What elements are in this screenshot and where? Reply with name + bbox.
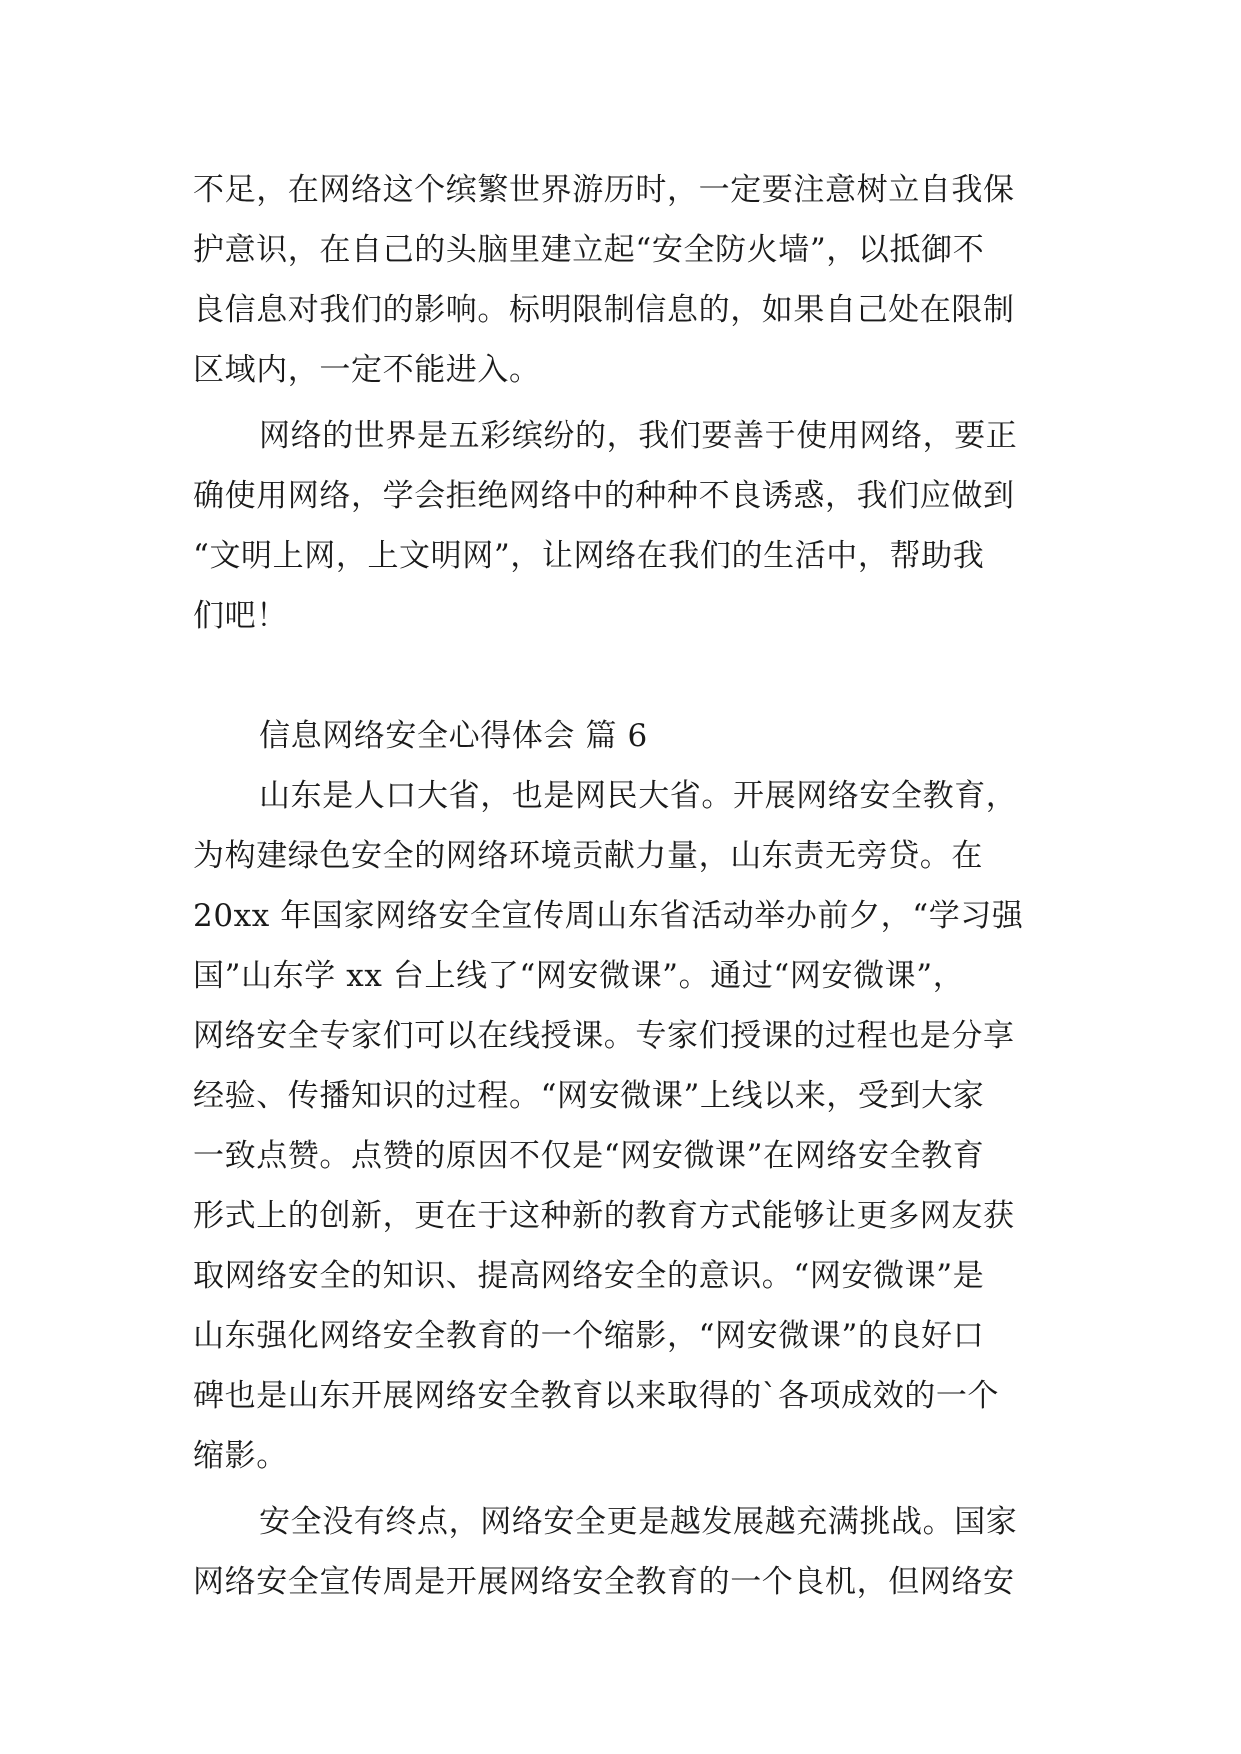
- text-line: 国”山东学 xx 台上线了“网安微课”。通过“网安微课”，: [193, 958, 965, 994]
- text-line: 为构建绿色安全的网络环境贡献力量，山东责无旁贷。在: [193, 838, 983, 874]
- paragraph-2: [193, 406, 1053, 646]
- paragraph-3: [193, 766, 1053, 1486]
- text-line: 山东是人口大省，也是网民大省。开展网络安全教育，: [259, 778, 1018, 814]
- text-line: 网络的世界是五彩缤纷的，我们要善于使用网络，要正: [259, 418, 1018, 454]
- text-line: 确使用网络，学会拒绝网络中的种种不良诱惑，我们应做到: [193, 478, 1015, 514]
- section-heading: 信息网络安全心得体会 篇 6: [259, 718, 648, 754]
- text-line: 网络安全宣传周是开展网络安全教育的一个良机，但网络安: [193, 1564, 1015, 1600]
- text-line: 山东强化网络安全教育的一个缩影，“网安微课”的良好口: [193, 1318, 985, 1354]
- text-line: 良信息对我们的影响。标明限制信息的，如果自己处在限制: [193, 292, 1015, 328]
- text-line: 20xx 年国家网络安全宣传周山东省活动举办前夕，“学习强: [193, 898, 1024, 934]
- text-line: 取网络安全的知识、提高网络安全的意识。“网安微课”是: [193, 1258, 985, 1294]
- text-line: 区域内，一定不能进入。: [193, 352, 541, 388]
- paragraph-1: [193, 160, 1053, 400]
- text-line: “文明上网，上文明网”，让网络在我们的生活中，帮助我: [193, 538, 985, 574]
- text-line: 碑也是山东开展网络安全教育以来取得的`各项成效的一个: [193, 1378, 1000, 1414]
- text-line: 经验、传播知识的过程。“网安微课”上线以来，受到大家: [193, 1078, 985, 1114]
- text-line: 网络安全专家们可以在线授课。专家们授课的过程也是分享: [193, 1018, 1015, 1054]
- text-line: 缩影。: [193, 1438, 288, 1474]
- document-page: [193, 160, 1053, 1612]
- text-line: 安全没有终点，网络安全更是越发展越充满挑战。国家: [259, 1504, 1018, 1540]
- text-line: 护意识，在自己的头脑里建立起“安全防火墙”，以抵御不: [193, 232, 985, 268]
- paragraph-4: [193, 1492, 1053, 1612]
- text-line: 们吧！: [193, 598, 288, 634]
- text-line: 不足，在网络这个缤繁世界游历时，一定要注意树立自我保: [193, 172, 1015, 208]
- text-line: 一致点赞。点赞的原因不仅是“网安微课”在网络安全教育: [193, 1138, 985, 1174]
- section-spacer: [193, 646, 1053, 706]
- text-line: 形式上的创新，更在于这种新的教育方式能够让更多网友获: [193, 1198, 1015, 1234]
